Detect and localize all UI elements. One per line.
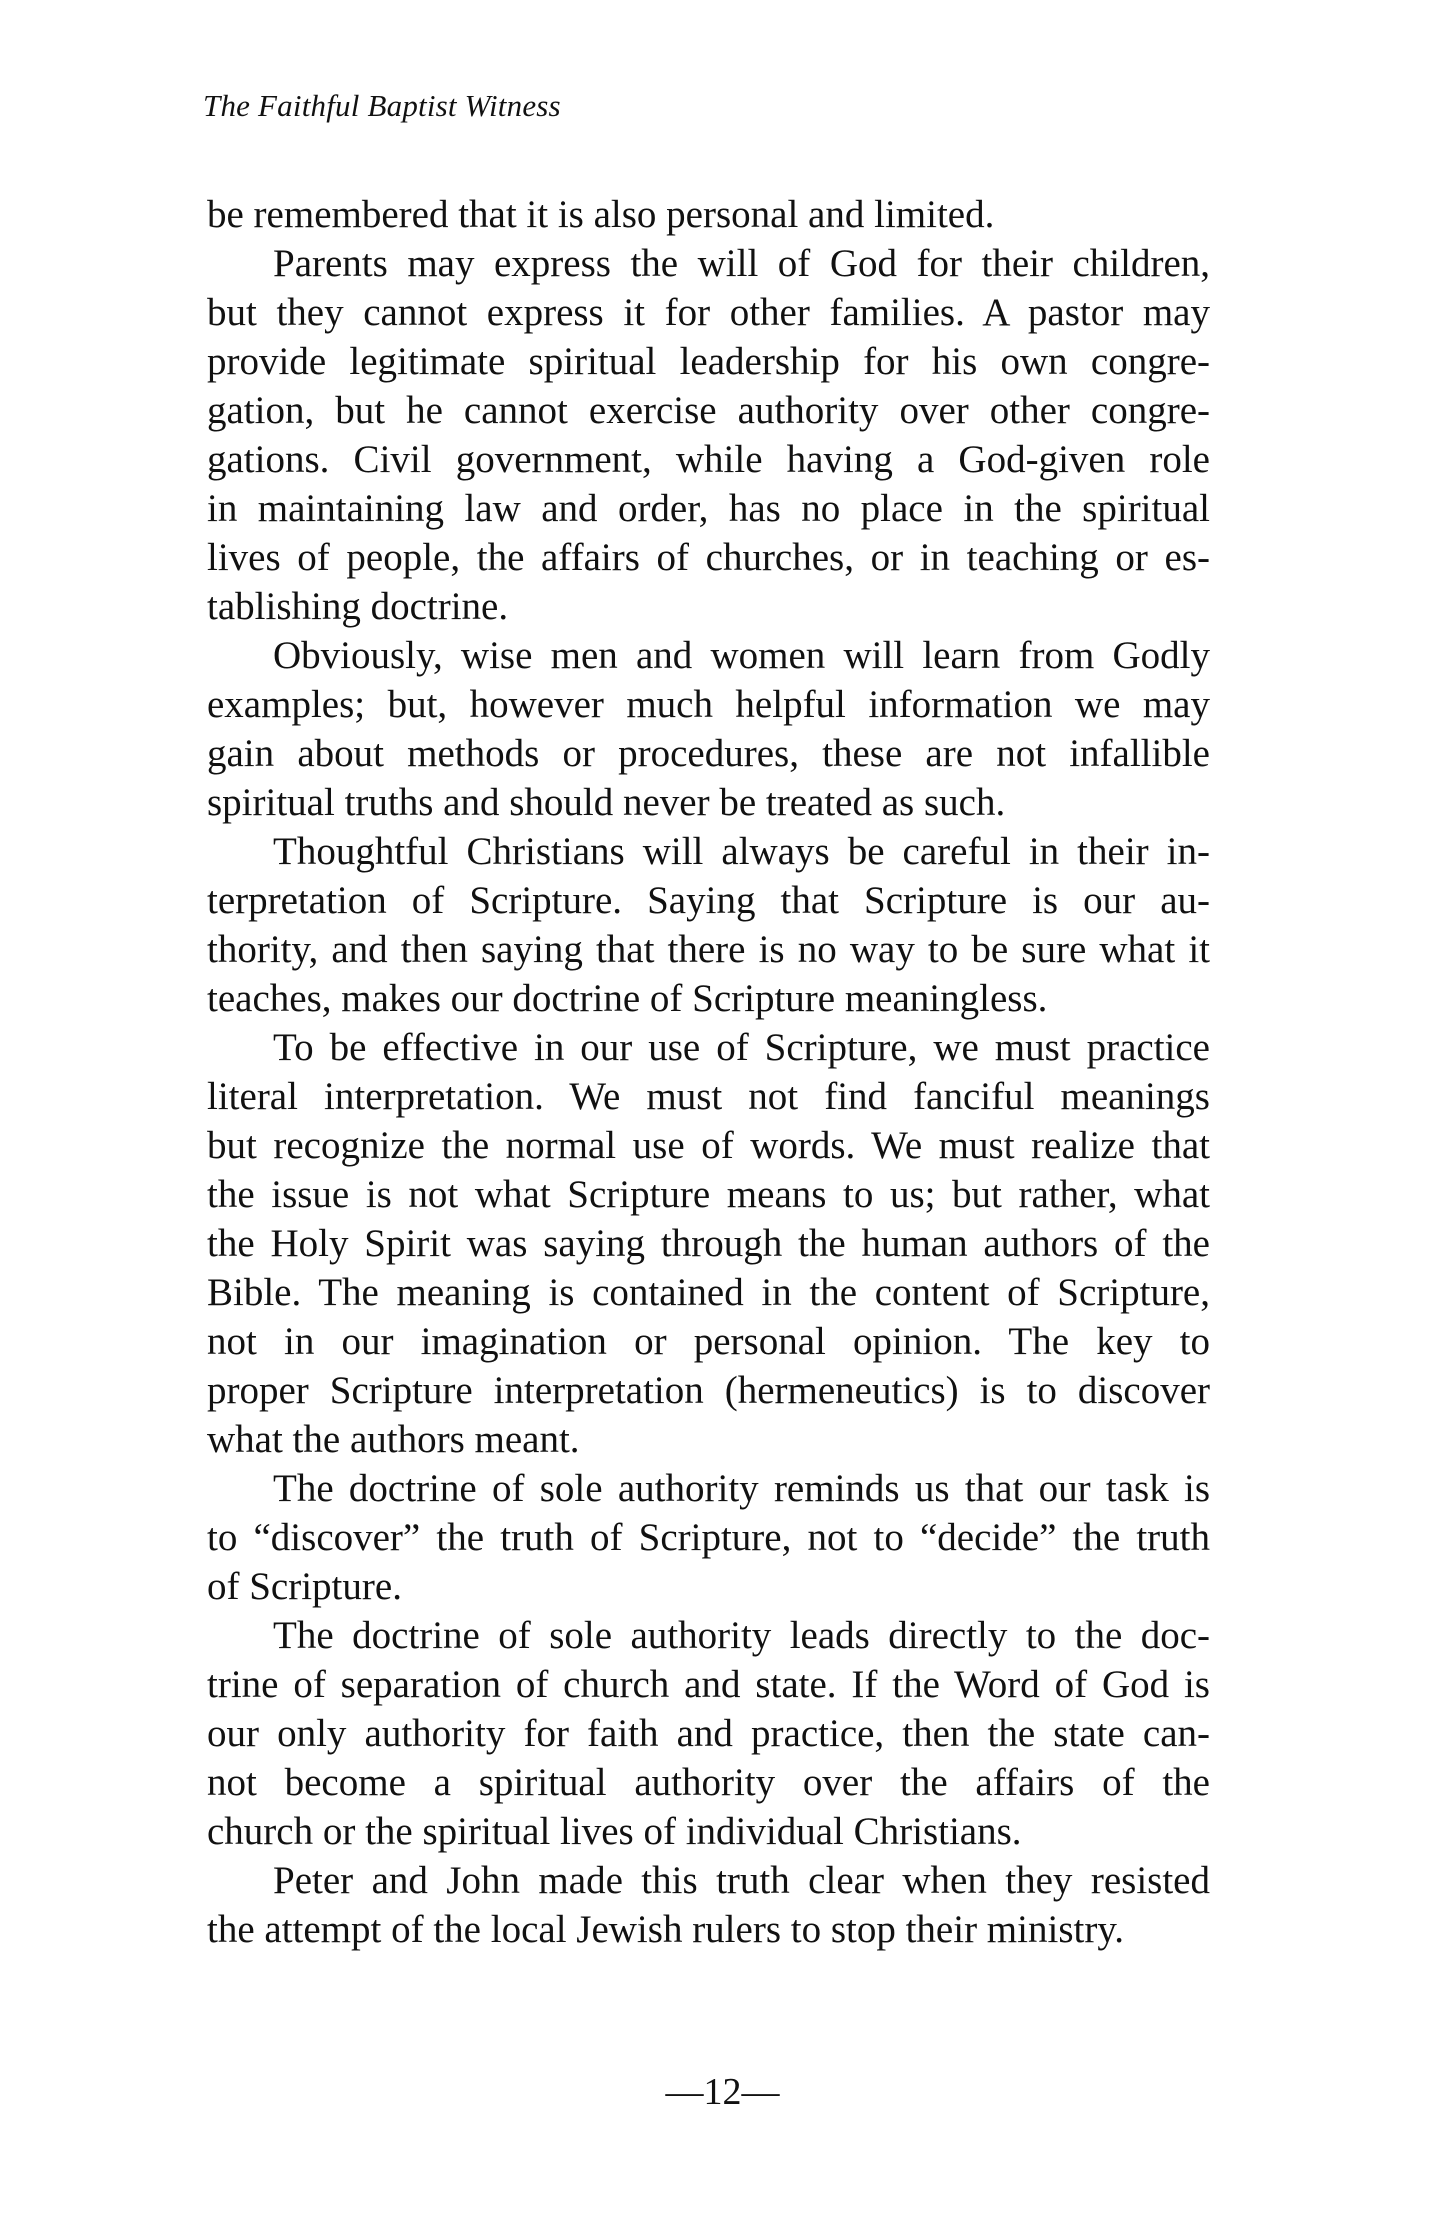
text-line: the issue is not what Scripture means to us; but rather, what (207, 1173, 1210, 1216)
text-line: Bible. The meaning is contained in the content of Scripture, (207, 1271, 1210, 1314)
text-line: be remembered that it is also personal and limited. (207, 193, 995, 236)
paragraph (207, 827, 1210, 1023)
page-number: —12— (665, 2071, 780, 2113)
text-line: church or the spiritual lives of individual Christians. (207, 1810, 1022, 1853)
text-line: but recognize the normal use of words. We must realize that (207, 1124, 1210, 1167)
paragraph (207, 1856, 1210, 1954)
text-line: provide legitimate spiritual leadership for his own congre- (207, 340, 1210, 383)
text-line: The doctrine of sole authority leads directly to the doc- (273, 1614, 1210, 1657)
text-line: lives of people, the affairs of churches, or in teaching or es- (207, 536, 1210, 579)
text-line: spiritual truths and should never be treated as such. (207, 781, 1006, 824)
text-line: Obviously, wise men and women will learn from Godly (273, 634, 1210, 677)
text-line: the Holy Spirit was saying through the human authors of the (207, 1222, 1210, 1265)
text-line: not in our imagination or personal opinion. The key to (207, 1320, 1210, 1363)
text-line: tablishing doctrine. (207, 585, 509, 628)
paragraph (207, 1611, 1210, 1856)
text-line: gain about methods or procedures, these are not infallible (207, 732, 1210, 775)
text-line: the attempt of the local Jewish rulers to stop their ministry. (207, 1908, 1125, 1951)
text-line: what the authors meant. (207, 1418, 580, 1461)
text-line: Parents may express the will of God for their children, (273, 242, 1210, 285)
text-line: of Scripture. (207, 1565, 402, 1608)
text-line: thority, and then saying that there is no way to be sure what it (207, 928, 1210, 971)
body-text (207, 190, 1210, 1954)
paragraph (207, 1464, 1210, 1611)
text-line: not become a spiritual authority over the affairs of the (207, 1761, 1210, 1804)
text-line: examples; but, however much helpful information we may (207, 683, 1210, 726)
text-line: but they cannot express it for other families. A pastor may (207, 291, 1210, 334)
text-line: gations. Civil government, while having a God-given role (207, 438, 1210, 481)
paragraph (207, 239, 1210, 631)
running-head-title: The Faithful Baptist Witness (203, 88, 561, 123)
text-line: trine of separation of church and state. If the Word of God is (207, 1663, 1210, 1706)
text-line: our only authority for faith and practice, then the state can- (207, 1712, 1210, 1755)
text-line: The doctrine of sole authority reminds us that our task is (273, 1467, 1210, 1510)
text-line: to “discover” the truth of Scripture, not to “decide” the truth (207, 1516, 1210, 1559)
paragraph (207, 631, 1210, 827)
text-line: gation, but he cannot exercise authority over other congre- (207, 389, 1210, 432)
paragraph (207, 190, 1210, 239)
text-line: teaches, makes our doctrine of Scripture meaningless. (207, 977, 1048, 1020)
text-line: literal interpretation. We must not find fanciful meanings (207, 1075, 1210, 1118)
text-line: Peter and John made this truth clear when they resisted (273, 1859, 1210, 1902)
paragraph (207, 1023, 1210, 1464)
text-line: proper Scripture interpretation (hermeneutics) is to discover (207, 1369, 1210, 1412)
text-line: To be effective in our use of Scripture, we must practice (273, 1026, 1210, 1069)
text-line: in maintaining law and order, has no place in the spiritual (207, 487, 1210, 530)
text-line: Thoughtful Christians will always be careful in their in- (273, 830, 1210, 873)
text-line: terpretation of Scripture. Saying that Scripture is our au- (207, 879, 1210, 922)
